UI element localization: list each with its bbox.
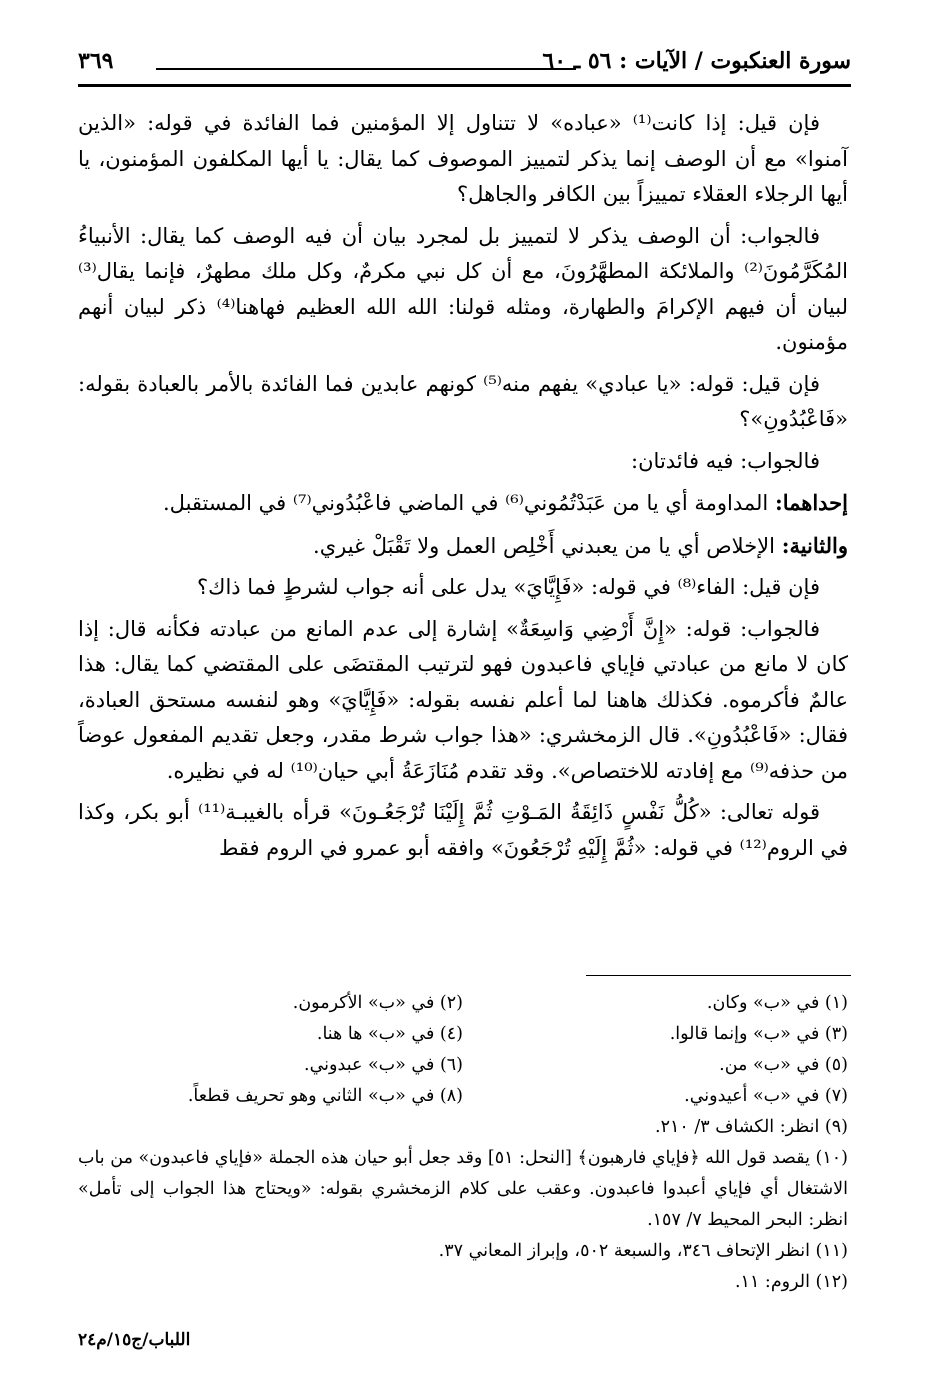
footnote-separator	[586, 975, 851, 976]
second-benefit-label: والثانية:	[781, 532, 848, 558]
paragraph: فالجواب: فيه فائدتان:	[631, 448, 820, 473]
footnote-row	[78, 1019, 848, 1050]
footnotes	[78, 988, 848, 1298]
paragraph: فإن قيل: الفاء⁽⁸⁾ في قوله: «فَإِيَّايَ» يدل على أنه جواب لشرطٍ فما ذاك؟	[196, 575, 820, 599]
paragraph: فالجواب: قوله: «إِنَّ أَرْضِي وَاسِعَةٌ» إشارة إلى عدم المانع من عبادته فكأنه قال: إذا كان لا مانع من عبادتي فإياي فاعبدون فهو لترتيب المقتضَى على المقتضي كما يقال: هذا عالمٌ فأكرموه. فكذلك هاهنا لما أعلم نفسه بقوله: «فَإِيَّايَ» وهو لنفسه مستحق العبادة، فقال: «فَاعْبُدُونِ». قال الزمخشري: «هذا جواب شرط مقدر، وجعل تقديم المفعول عوضاً من حذفه⁽⁹⁾ مع إفادته للاختصاص». وقد تقدم مُنَازَعَةُ أبي حيان⁽¹⁰⁾ له في نظيره.	[78, 616, 848, 783]
paragraph-second-benefit	[78, 528, 848, 565]
footnote-item: (١٢) الروم: ١١.	[734, 1272, 848, 1292]
footnote-item: (٦) في «ب» عبدوني.	[304, 1055, 463, 1075]
paragraph: فإن قيل: قوله: «يا عبادي» يفهم منه⁽⁵⁾ كونهم عابدين فما الفائدة بالأمر بالعبادة بقوله: «فَاعْبُدُونِ»؟	[78, 371, 848, 431]
footnote-item: (٥) في «ب» من.	[719, 1055, 848, 1075]
footnote-item: (٣) في «ب» وإنما قالوا.	[669, 1024, 848, 1044]
footnote-item: (٩) انظر: الكشاف ٣/ ٢١٠.	[655, 1117, 848, 1137]
footnote-item: (٨) في «ب» الثاني وهو تحريف قطعاً.	[187, 1086, 463, 1106]
header-leader-line	[156, 68, 576, 70]
footnote-item: (٧) في «ب» أعيدوني.	[684, 1086, 848, 1106]
page-header	[78, 46, 851, 86]
first-benefit-label: إحداهما:	[774, 490, 848, 515]
footnote-row	[78, 1050, 848, 1081]
paragraph: قوله تعالى: «كُلُّ نَفْسٍ ذَائِقَةُ المَـوْتِ ثُمَّ إِلَيْنَا تُرْجَعُـونَ» قرأه بالغيبـة⁽¹¹⁾ أبو بكر، وكذا في الروم⁽¹²⁾ في قوله: «ثُمَّ إِلَيْهِ تُرْجَعُونَ» وافقه أبو عمرو في الروم فقط	[78, 800, 848, 860]
footnote-row	[78, 1081, 848, 1112]
header-rule	[78, 84, 851, 87]
paragraph-first-benefit	[78, 485, 848, 522]
main-text	[78, 106, 848, 872]
footnote-item: (١١) انظر الإتحاف ٣٤٦، والسبعة ٥٠٢، وإبراز المعاني ٣٧.	[438, 1241, 848, 1261]
footnote-row	[78, 988, 848, 1019]
running-title: سورة العنكبوت / الآيات : ٥٦ ـ ٦٠	[542, 48, 851, 74]
footnote-item: (٢) في «ب» الأكرمون.	[292, 993, 463, 1013]
paragraph: فالجواب: أن الوصف يذكر لا لتمييز بل لمجرد بيان أن فيه الوصف كما يقال: الأنبياءُ المُكَرَّمُونَ⁽²⁾ والملائكة المطهَّرُونَ، مع أن كل نبي مكرمٌ، وكل ملك مطهرٌ، فإنما يقال⁽³⁾ لبيان أن فيهم الإكرامَ والطهارة، ومثله قولنا: الله الله العظيم فهاهنا⁽⁴⁾ ذكر لبيان أنهم مؤمنون.	[78, 223, 848, 354]
footnote-item: (١٠) يقصد قول الله ﴿فإياي فارهبون﴾ [النحل: ٥١] وقد جعل أبو حيان هذه الجملة «فإياي فاعبدون» من باب الاشتغال أي فإياي أعبدوا فاعبدون. وعقب على كلام الزمخشري بقوله: «ويحتاج هذا الجواب إلى تأمل» انظر: البحر المحيط ٧/ ١٥٧.	[78, 1148, 848, 1230]
first-benefit-text: المداومة أي يا من عَبَدْتُمُوني⁽⁶⁾ في الماضي فاعْبُدُوني⁽⁷⁾ في المستقبل.	[163, 491, 769, 515]
page-number: ٣٦٩	[78, 48, 114, 74]
paragraph: فإن قيل: إذا كانت⁽¹⁾ «عباده» لا تتناول إلا المؤمنين فما الفائدة في قوله: «الذين آمنوا» مع أن الوصف إنما يذكر لتمييز الموصوف كما يقال: يا أيها المكلفون المؤمنون، يا أيها الرجلاء العقلاء تمييزاً بين الكافر والجاهل؟	[78, 111, 848, 206]
second-benefit-text: الإخلاص أي يا من يعبدني أَخْلِص العمل ولا تَقْبَلْ غيري.	[313, 533, 775, 558]
page-signature: اللباب/ج١٥/م٢٤	[78, 1330, 191, 1350]
footnote-item: (١) في «ب» وكان.	[706, 993, 848, 1013]
footnote-item: (٤) في «ب» ها هنا.	[316, 1024, 463, 1044]
